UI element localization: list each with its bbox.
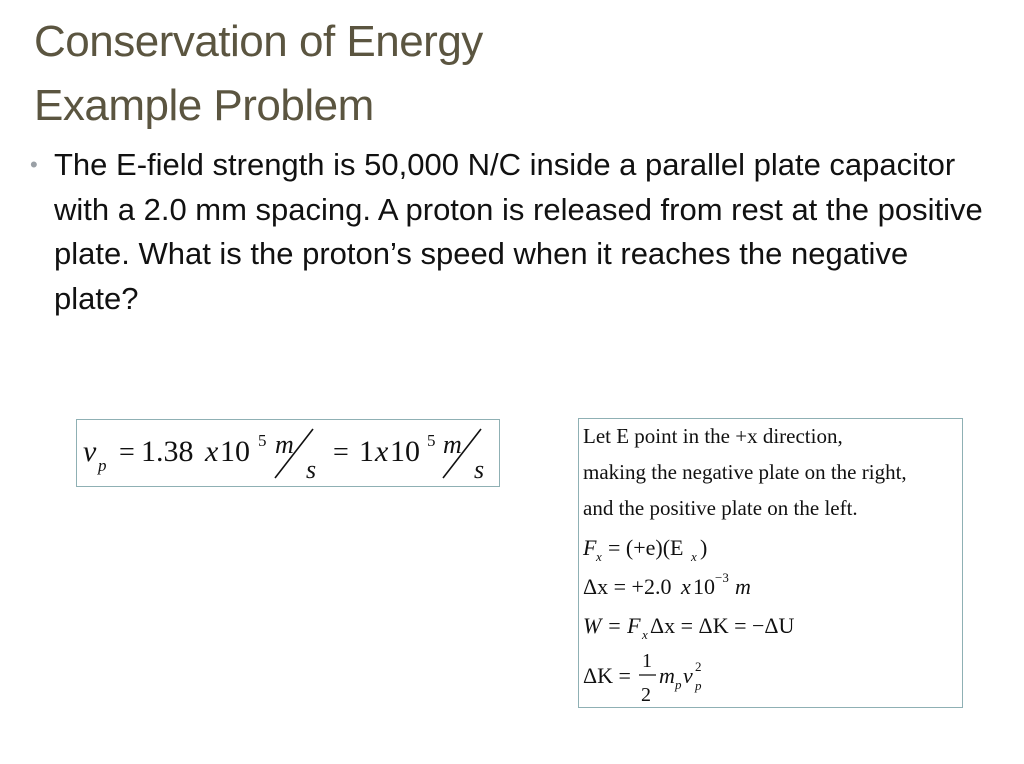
force-x-subscript: x — [596, 549, 602, 564]
eq-exp-2: 5 — [427, 431, 436, 450]
work-energy-equation — [583, 613, 795, 642]
dx-unit: m — [735, 574, 751, 599]
eq-m-2: m — [443, 430, 462, 459]
dk-m: m — [659, 663, 675, 688]
dk-num: 1 — [642, 650, 652, 672]
bullet-dot-icon: • — [30, 152, 38, 177]
dk-v: v — [683, 663, 693, 688]
eq-s-2: s — [474, 455, 485, 484]
eq-equals-1: = — [119, 437, 135, 468]
work-x-subscript: x — [642, 627, 648, 642]
force-F: F — [583, 535, 597, 560]
kinetic-energy-equation — [583, 650, 702, 706]
force-close: ) — [700, 535, 708, 560]
eq-value-2: 1 — [359, 435, 374, 468]
slide-title-line1: Conservation of Energy — [34, 17, 483, 66]
slide-title — [34, 10, 994, 138]
problem-bullet — [30, 143, 990, 321]
force-equation — [582, 535, 707, 564]
dk-v-exp: 2 — [695, 659, 702, 674]
displacement-equation — [583, 570, 751, 599]
eq-ten-2: 10 — [390, 435, 420, 468]
eq-equals-2: = — [333, 437, 349, 468]
dx-ten: 10 — [693, 574, 715, 599]
eq-p-subscript: p — [98, 456, 107, 475]
solution-work — [579, 419, 964, 709]
dk-lhs: ΔK = — [583, 663, 631, 688]
dk-v-subscript: p — [695, 678, 702, 693]
dx-x: x — [681, 574, 691, 599]
answer-equation-box — [76, 419, 500, 487]
work-line-3: and the positive plate on the left. — [583, 496, 858, 520]
eq-x-1: x — [205, 435, 219, 468]
eq-ten-1: 10 — [220, 435, 250, 468]
eq-v: v — [83, 435, 97, 468]
work-W: W = F — [583, 613, 641, 638]
slide-title-line2: Example Problem — [34, 81, 374, 130]
force-rhs: = (+e)(E — [608, 535, 684, 560]
force-ex-subscript: x — [691, 549, 697, 564]
dk-den: 2 — [641, 684, 651, 706]
eq-m-1: m — [275, 430, 294, 459]
answer-equation — [77, 420, 501, 488]
dx-lhs: Δx = +2.0 — [583, 574, 672, 599]
eq-exp-1: 5 — [258, 431, 267, 450]
solution-work-box — [578, 418, 963, 708]
work-line-1: Let E point in the +x direction, — [583, 424, 843, 448]
eq-value-1: 1.38 — [141, 435, 194, 468]
eq-x-2: x — [375, 435, 389, 468]
eq-s-1: s — [306, 455, 317, 484]
work-rest: Δx = ΔK = −ΔU — [650, 613, 795, 638]
dk-m-subscript: p — [675, 677, 682, 692]
problem-text: The E-field strength is 50,000 N/C inside a parallel plate capacitor with a 2.0 mm spacing. A proton is released from rest at the positive plate. What is the proton’s speed when it reaches the negative plate? — [54, 147, 983, 316]
work-line-2: making the negative plate on the right, — [583, 460, 907, 484]
dx-exp: −3 — [715, 570, 729, 585]
